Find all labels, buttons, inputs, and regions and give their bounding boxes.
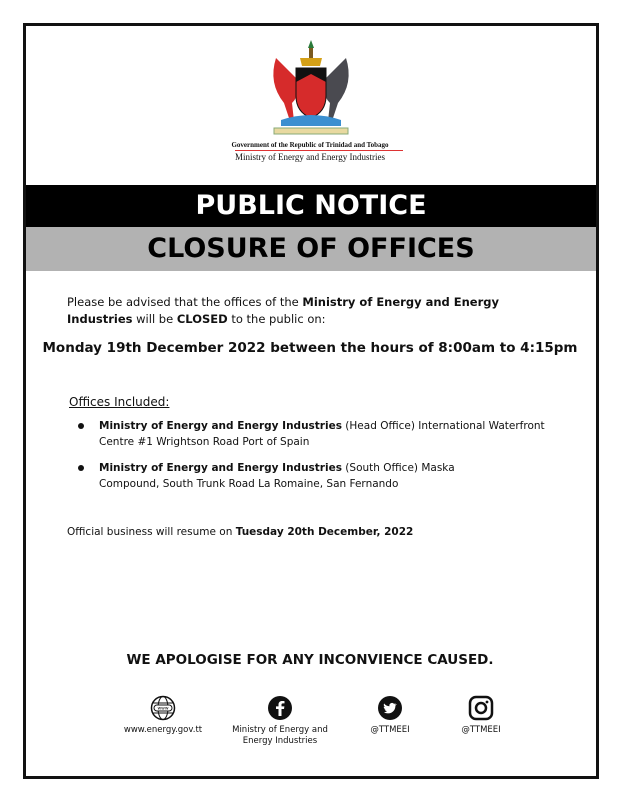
instagram-icon — [468, 695, 494, 721]
coat-of-arms-emblem — [266, 38, 356, 138]
resume-notice — [67, 526, 413, 538]
bullet-icon — [78, 423, 84, 429]
resume-date: Tuesday 20th December, 2022 — [235, 526, 414, 538]
intro-paragraph — [67, 294, 567, 328]
office-item — [99, 460, 499, 492]
government-name: Government of the Republic of Trinidad and Tobago — [231, 141, 389, 149]
notice-subtitle: CLOSURE OF OFFICES — [26, 227, 596, 271]
office-detail: (South Office) Maska Compound, South Trunk Road La Romaine, San Fernando — [99, 462, 455, 490]
facebook-link[interactable] — [225, 695, 335, 747]
website-link[interactable] — [108, 695, 218, 736]
closure-date: Monday 19th December 2022 between the hours of 8:00am to 4:15pm — [42, 340, 578, 356]
bullet-icon — [78, 465, 84, 471]
apology-text: WE APOLOGISE FOR ANY INCONVIENCE CAUSED. — [126, 652, 494, 668]
resume-text: Official business will resume on — [67, 526, 236, 538]
facebook-icon — [267, 695, 293, 721]
twitter-icon — [377, 695, 403, 721]
office-item — [99, 418, 569, 450]
svg-text:www: www — [157, 706, 169, 712]
notice-title: PUBLIC NOTICE — [26, 185, 596, 227]
intro-text: to the public on: — [227, 312, 326, 326]
ministry-name: Ministry of Energy and Energy Industries — [235, 152, 385, 162]
office-name: Ministry of Energy and Energy Industries — [99, 462, 342, 474]
office-detail: (Head Office) International Waterfront Centre #1 Wrightson Road Port of Spain — [99, 420, 545, 448]
closed-bold: CLOSED — [176, 312, 228, 326]
facebook-label: Ministry of Energy and Energy Industries — [232, 725, 328, 746]
office-name: Ministry of Energy and Energy Industries — [99, 420, 342, 432]
intro-text: Please be advised that the offices of the — [67, 295, 303, 309]
red-divider — [235, 150, 403, 151]
intro-text: will be — [132, 312, 177, 326]
website-label: www.energy.gov.tt — [123, 725, 203, 735]
twitter-label: @TTMEEI — [370, 725, 410, 735]
globe-icon — [150, 695, 176, 721]
offices-heading: Offices Included: — [69, 395, 170, 409]
instagram-label: @TTMEEI — [461, 725, 501, 735]
ministry-bold: Ministry of Energy and Energy Industries — [67, 295, 499, 326]
instagram-link[interactable] — [426, 695, 536, 736]
